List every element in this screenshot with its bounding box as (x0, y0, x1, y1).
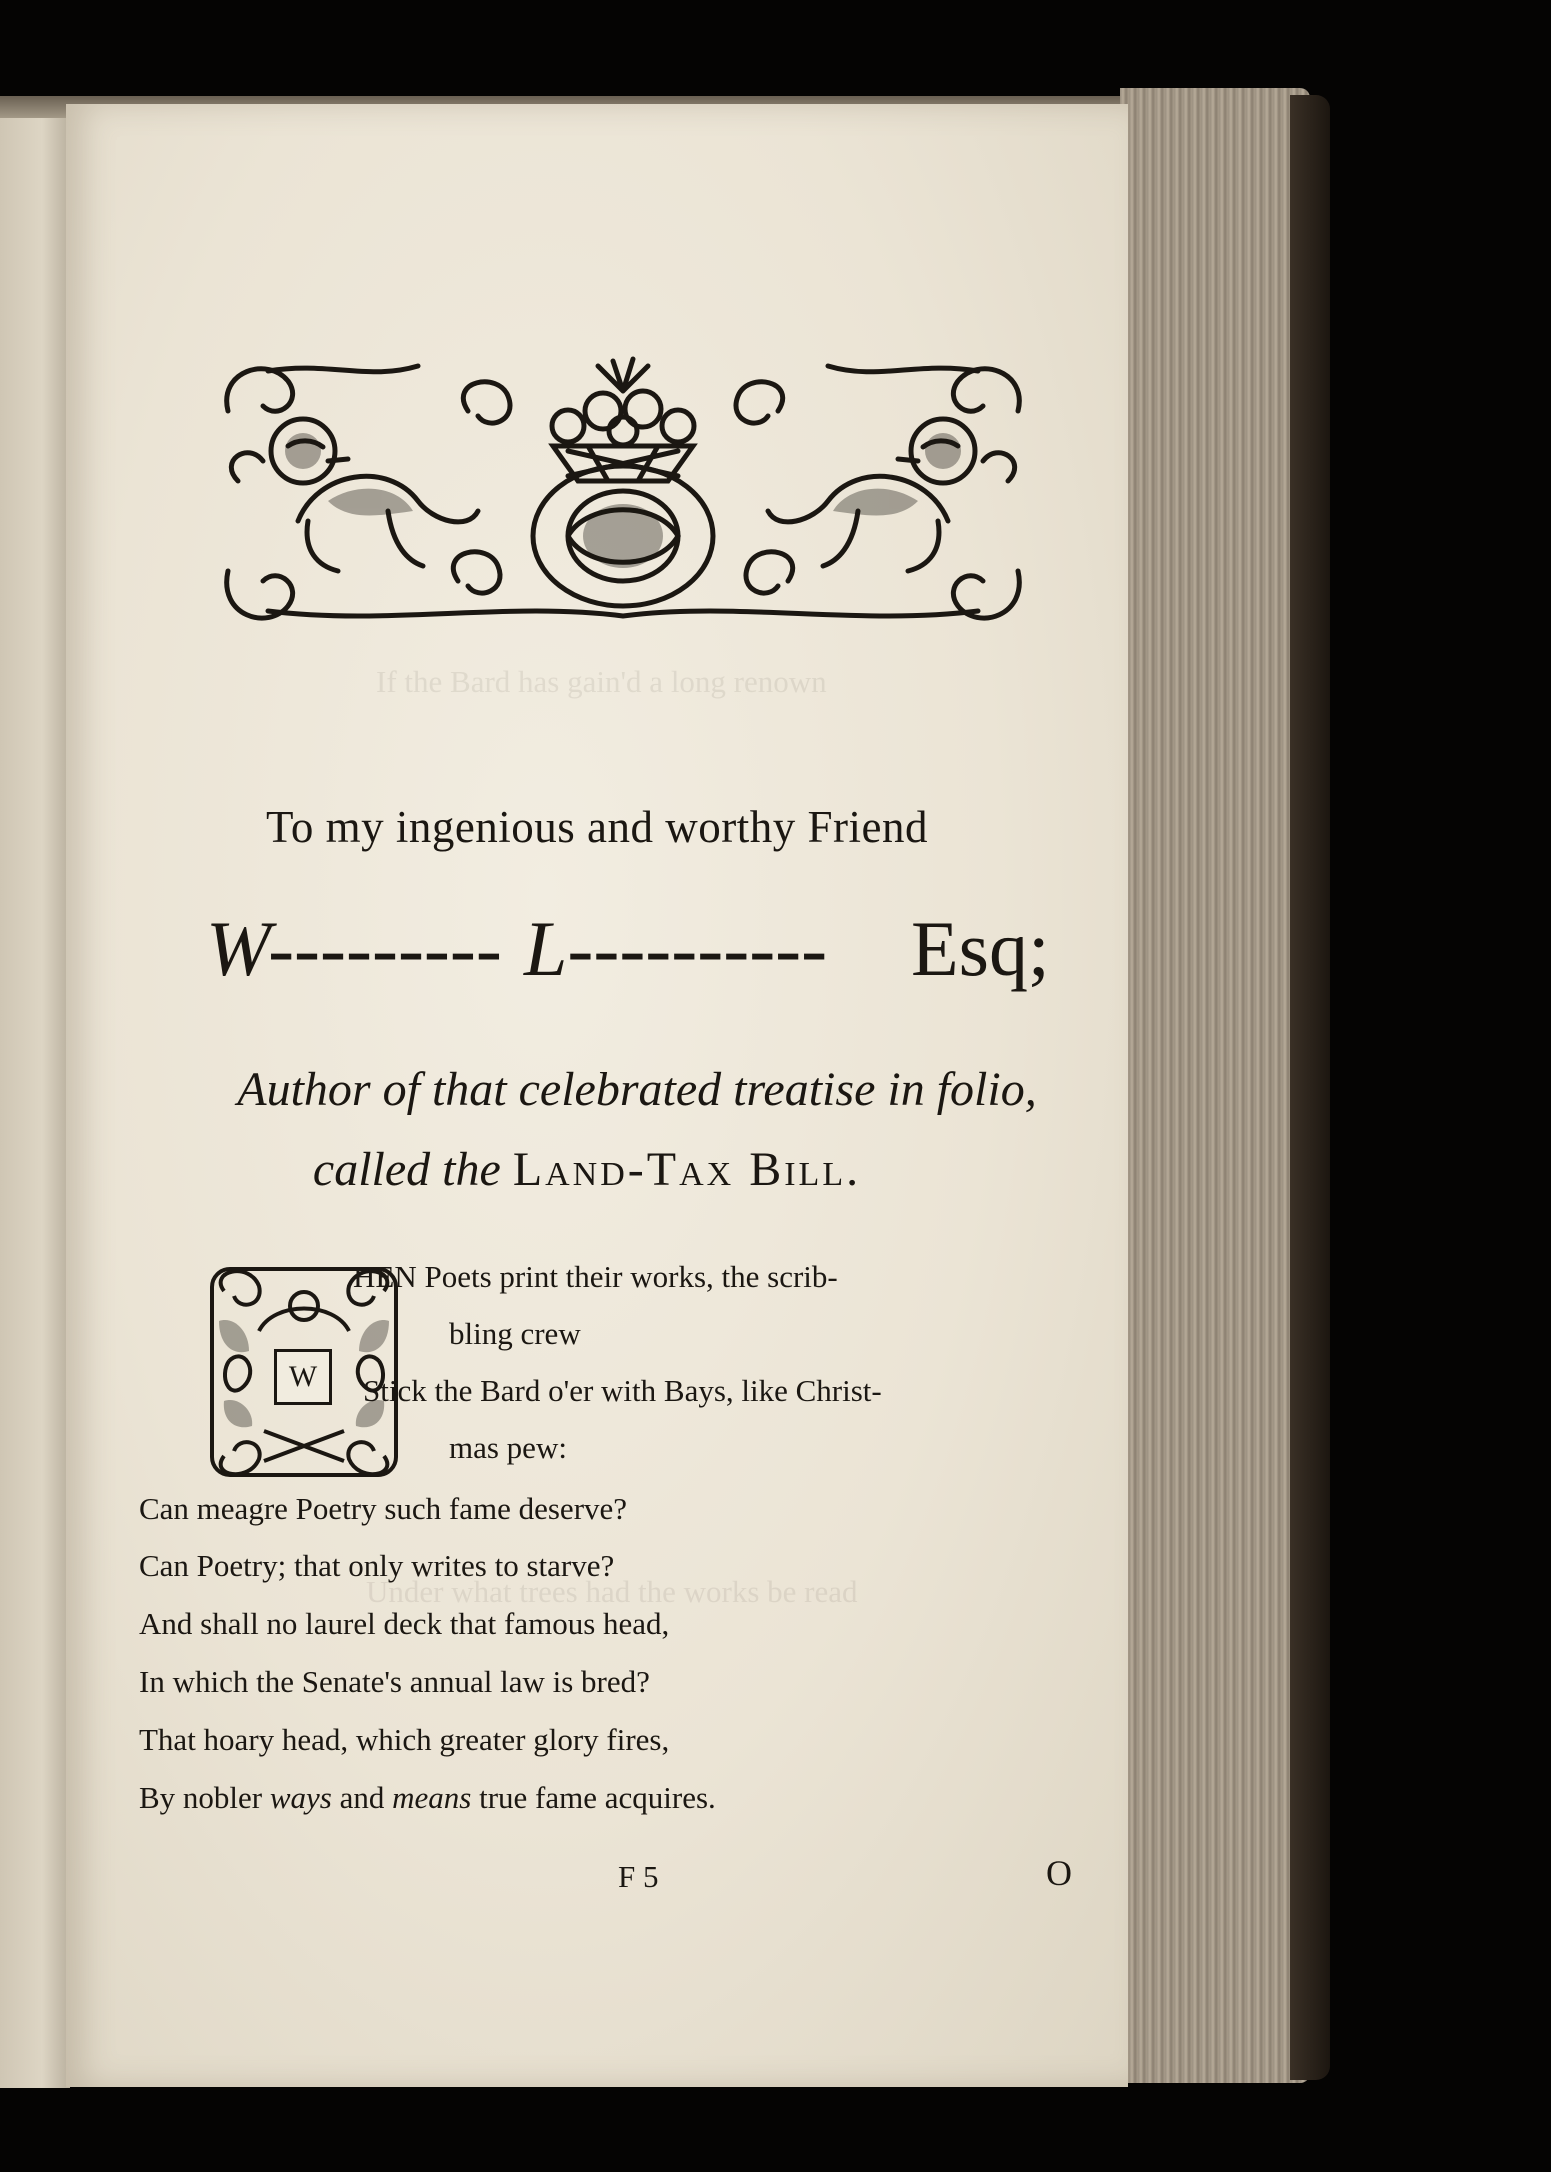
poem-line: bling crew (449, 1316, 581, 1351)
name-title: Esq; (911, 905, 1050, 992)
dedicatee-name-line (206, 904, 1086, 1014)
poem-italic: means (392, 1780, 472, 1815)
poem-line: HEN Poets print their works, the scrib- (353, 1259, 838, 1294)
author-line: Author of that celebrated treatise in folio, (237, 1063, 1037, 1116)
poem-line: Can meagre Poetry such fame deserve? (139, 1491, 628, 1526)
ornamental-headpiece-icon (208, 351, 1038, 631)
called-prefix: called the (312, 1143, 501, 1196)
poem-text: and (331, 1780, 393, 1815)
called-line (56, 1142, 1118, 1197)
poem-line: In which the Senate's annual law is bred? (139, 1664, 650, 1699)
land-tax-bill-title: Land-Tax Bill. (512, 1143, 862, 1196)
poem-line (139, 1780, 716, 1816)
show-through-text: Under what trees had the works be read (366, 1574, 858, 1609)
poem-text: true fame acquires. (471, 1780, 716, 1815)
show-through-text: If the Bard has gain'd a long renown (376, 664, 827, 699)
catchword: O (1046, 1853, 1072, 1893)
poem-line: mas pew: (449, 1430, 567, 1465)
poem-text: By nobler (139, 1780, 270, 1815)
dedication-line: To my ingenious and worthy Friend (265, 802, 929, 852)
signature-mark: F 5 (618, 1859, 659, 1894)
previous-page-edge (0, 108, 70, 2088)
poem-line: That hoary head, which greater glory fires, (139, 1722, 670, 1757)
poem-italic: ways (269, 1780, 332, 1815)
poem-line: Can Poetry; that only writes to starve? (139, 1548, 615, 1583)
poem-line: And shall no laurel deck that famous head, (139, 1606, 670, 1641)
name-first: W--------- (206, 905, 502, 992)
name-second: L---------- (524, 905, 828, 992)
initial-letter-w: W (274, 1349, 332, 1405)
poem-line: Stick the Bard o'er with Bays, like Christ- (363, 1373, 882, 1408)
book-cover-edge (1290, 95, 1330, 2080)
book-page (66, 104, 1128, 2087)
